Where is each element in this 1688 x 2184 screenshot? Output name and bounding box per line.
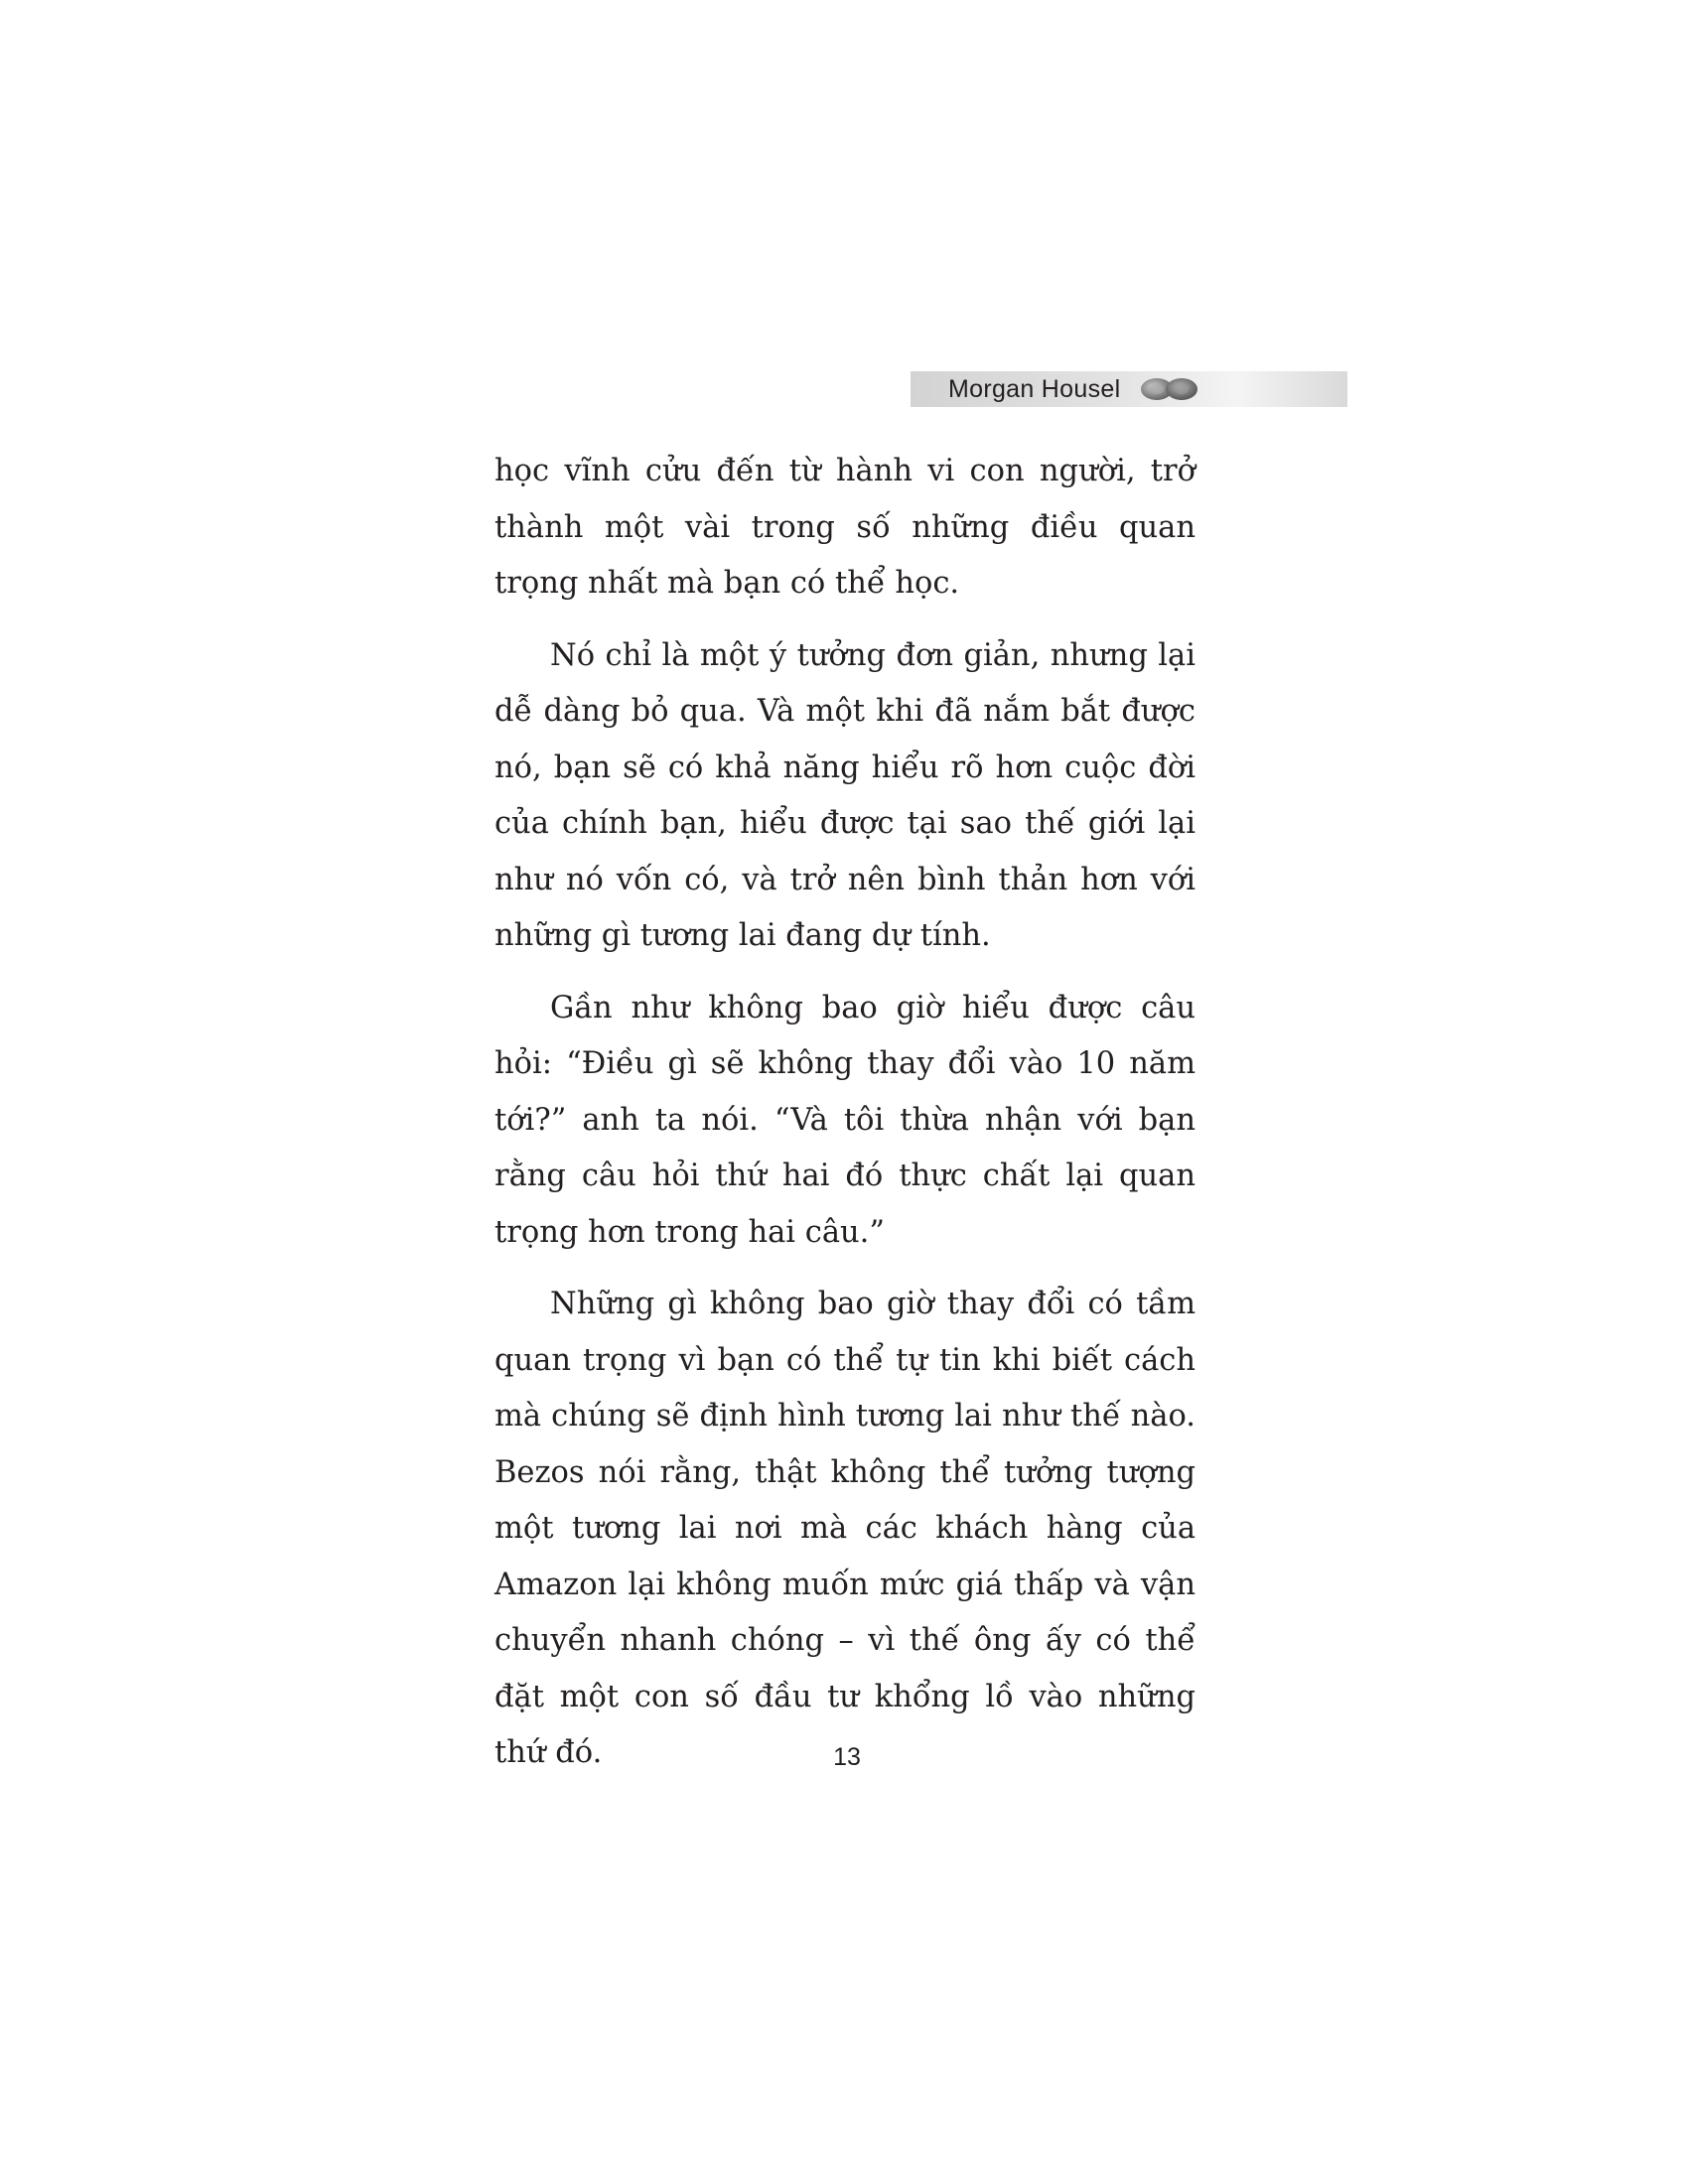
page-number: 13 xyxy=(833,1743,861,1771)
header-author: Morgan Housel xyxy=(948,375,1121,403)
paragraph: Gần như không bao giờ hiểu được câu hỏi: “Điều gì sẽ không thay đổi vào 10 năm tới?” anh ta nói. “Và tôi thừa nhận với bạn rằng câu hỏi thứ hai đó thực chất lại quan trọng hơn trong hai câu.” xyxy=(494,990,1196,1250)
paragraph-continued: học vĩnh cửu đến từ hành vi con người, trở thành một vài trong số những điều quan trọng nhất mà bạn có thể học. xyxy=(494,454,1196,601)
page-body xyxy=(494,444,1196,1798)
double-circle-ornament-icon xyxy=(1137,376,1202,402)
paragraph: Nó chỉ là một ý tưởng đơn giản, nhưng lại dễ dàng bỏ qua. Và một khi đã nắm bắt được nó, bạn sẽ có khả năng hiểu rõ hơn cuộc đời của chính bạn, hiểu được tại sao thế giới lại như nó vốn có, và trở nên bình thản hơn với những gì tương lai đang dự tính. xyxy=(494,637,1196,953)
page-number-container xyxy=(0,1743,1688,1772)
running-header xyxy=(911,371,1347,407)
paragraph: Những gì không bao giờ thay đổi có tầm quan trọng vì bạn có thể tự tin khi biết cách mà chúng sẽ định hình tương lai như thế nào. Bezos nói rằng, thật không thể tưởng tượng một tương lai nơi mà các khách hàng của Amazon lại không muốn mức giá thấp và vận chuyển nhanh chóng – vì thế ông ấy có thể đặt một con số đầu tư khổng lồ vào những thứ đó. xyxy=(494,1287,1196,1770)
